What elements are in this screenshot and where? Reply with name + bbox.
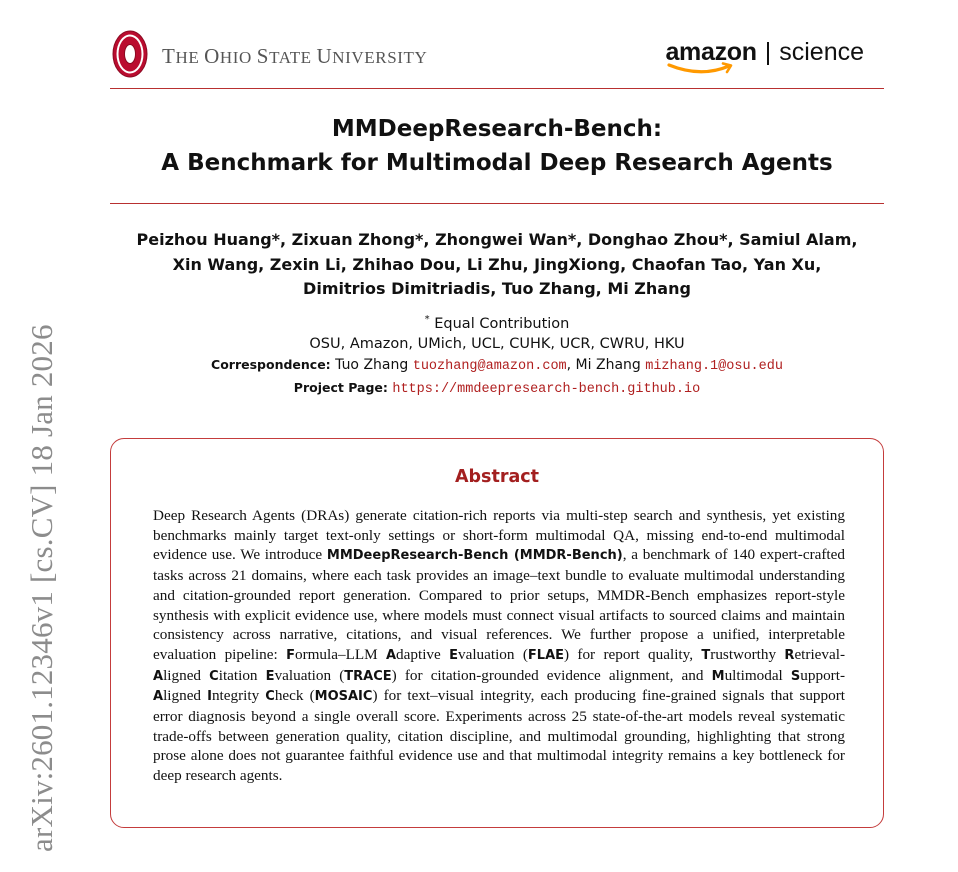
- amazon-wordmark: amazon: [665, 38, 756, 66]
- institution-list: OSU, Amazon, UMich, UCL, CUHK, UCR, CWRU, HKU: [309, 335, 685, 352]
- flae-acronym: FLAE: [527, 647, 565, 663]
- correspondence-label: Correspondence:: [211, 357, 331, 372]
- project-page-line: [110, 380, 884, 397]
- title-divider: [110, 203, 884, 204]
- abstract-box: [110, 438, 884, 828]
- title-line-1: MMDeepResearch-Bench:: [331, 116, 663, 142]
- benchmark-name: MMDeepResearch-Bench (MMDR-Bench): [326, 548, 623, 564]
- trace-acronym: TRACE: [344, 668, 392, 684]
- amazon-science-logo: amazon | science: [665, 38, 864, 78]
- email-link-mi-zhang[interactable]: mizhang.1@osu.edu: [645, 359, 783, 374]
- title-line-2: A Benchmark for Multimodal Deep Research Agents: [161, 150, 833, 176]
- equal-contribution-note: * Equal Contribution: [424, 314, 570, 332]
- project-page-label: Project Page:: [293, 380, 388, 395]
- ohio-state-block-o-logo: [112, 30, 148, 78]
- correspondence-line: Correspondence: Tuo Zhang tuozhang@amazon.com, Mi Zhang mizhang.1@osu.edu: [211, 357, 783, 374]
- author-line-2: Xin Wang, Zexin Li, Zhihao Dou, Li Zhu, JingXiong, Chaofan Tao, Yan Xu,: [172, 254, 822, 274]
- affiliations: [110, 310, 884, 354]
- project-page-link[interactable]: https://mmdeepresearch-bench.github.io: [392, 382, 701, 397]
- header-divider: [110, 88, 884, 89]
- email-link-tuo-zhang[interactable]: tuozhang@amazon.com: [412, 359, 567, 374]
- author-list: [100, 228, 894, 302]
- ohio-state-wordmark: THE OHIO STATE UNIVERSITY: [162, 44, 428, 68]
- amazon-smile-icon: [665, 62, 737, 76]
- mosaic-acronym: MOSAIC: [314, 689, 373, 705]
- header-logos: [110, 30, 884, 88]
- author-line-1: Peizhou Huang*, Zixuan Zhong*, Zhongwei Wan*, Donghao Zhou*, Samiul Alam,: [136, 230, 858, 249]
- abstract-text: Deep Research Agents (DRAs) generate citation-rich reports via multi-step search and synthesis, yet existing benchmarks mainly target text-only settings or short-form multimodal QA, missing end-to-end multimodal evidence use. We introduce MMDeepResearch-Bench (MMDR-Bench), a benchmark of 140 expert-crafted tasks across 21 domains, where each task provides an image–text bundle to evaluate multimodal understanding and citation-grounded report generation. Compared to prior setups, MMDR-Bench emphasizes report-style synthesis with explicit evidence use, where models must connect visual artifacts to sourced claims and maintain consistency across narrative, citations, and visual references. We further propose a unified, interpretable evaluation pipeline: Formula–LLM Adaptive Evaluation (FLAE) for report quality, Trustworthy Retrieval-Aligned Citation Evaluation (TRACE) for citation-grounded evidence alignment, and Multimodal Support-Aligned Integrity Check (MOSAIC) for text–visual integrity, each producing fine-grained signals that support error diagnosis beyond a single overall score. Experiments across 25 state-of-the-art models reveal systematic trade-offs between generation quality, citation discipline, and multimodal grounding, highlighting that strong prose alone does not guarantee faithful evidence use and that multimodal integrity remains a key bottleneck for deep research agents.: [153, 507, 846, 785]
- author-line-3: Dimitrios Dimitriadis, Tuo Zhang, Mi Zhang: [303, 279, 691, 298]
- paper-title: [110, 112, 884, 180]
- abstract-heading: Abstract: [454, 467, 540, 487]
- arxiv-identifier-stamp: arXiv:2601.12346v1 [cs.CV] 18 Jan 2026: [24, 324, 59, 852]
